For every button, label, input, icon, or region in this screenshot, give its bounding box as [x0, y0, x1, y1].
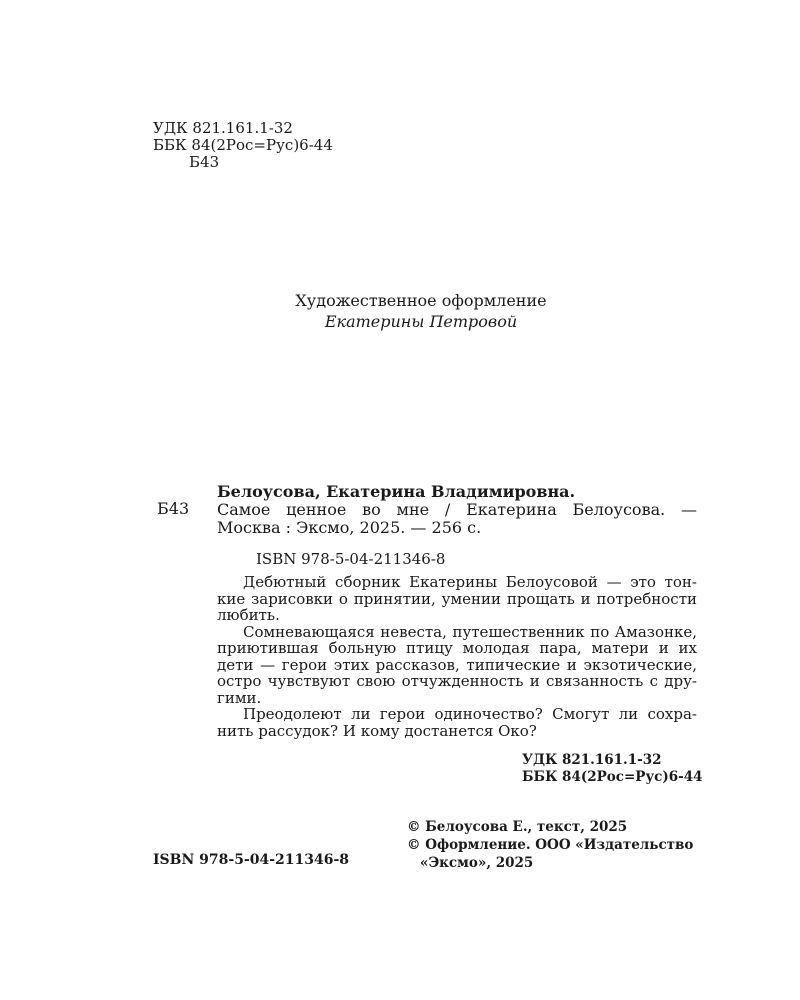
annotation-line: кие зарисовки о принятии, умении прощать и потребности: [217, 589, 697, 608]
annotation-line: Преодолеют ли герои одиночество? Смогут ли сохра-: [243, 705, 697, 723]
design-credit-label: Художественное оформление: [295, 291, 547, 310]
annotation-line: дети — герои этих рассказов, типические и экзотические,: [217, 655, 697, 674]
annotation-line: Дебютный сборник Екатерины Белоусовой — это тон-: [243, 573, 697, 591]
annotation-line: приютившая больную птицу молодая пара, матери и их: [217, 639, 697, 657]
copyright-text: © Белоусова Е., текст, 2025: [407, 819, 628, 835]
entry-isbn: ISBN 978-5-04-211346-8: [256, 550, 446, 568]
annotation-line: Сомневающаяся невеста, путешественник по Амазонке,: [243, 622, 697, 641]
bbk-code: ББК 84(2Рос=Рус)6-44: [153, 136, 333, 154]
classification-block-bottom: [522, 752, 703, 786]
annotation-line: любить.: [217, 606, 280, 624]
annotation-line: остро чувствуют свою отчужденность и связанность с дру-: [217, 672, 697, 690]
copyright-block: [407, 818, 693, 872]
annotation-line: нить рассудок? И кому достанется Око?: [217, 721, 537, 740]
author-mark: Б43: [189, 153, 220, 171]
design-credit: [0, 290, 800, 332]
author-heading: Белоусова, Екатерина Владимировна.: [217, 482, 576, 501]
udk-code: УДК 821.161.1-32: [153, 119, 293, 137]
annotation-line: гими.: [217, 688, 262, 707]
copyright-design: © Оформление. ООО «Издательство: [407, 837, 694, 853]
designer-name: Екатерины Петровой: [324, 312, 518, 331]
udk-code-bottom: УДК 821.161.1-32: [522, 752, 662, 768]
publication-line: Москва : Эксмо, 2025. — 256 с.: [217, 518, 482, 537]
classification-block-top: [153, 120, 333, 171]
copyright-design-cont: «Эксмо», 2025: [420, 855, 534, 871]
bbk-code-bottom: ББК 84(2Рос=Рус)6-44: [522, 769, 703, 785]
title-line: Самое ценное во мне / Екатерина Белоусова. —: [217, 500, 697, 519]
annotation: [217, 574, 697, 739]
entry-author-mark: Б43: [157, 499, 190, 518]
bibliographic-entry: [217, 483, 697, 537]
isbn-bottom: ISBN 978-5-04-211346-8: [153, 852, 350, 868]
